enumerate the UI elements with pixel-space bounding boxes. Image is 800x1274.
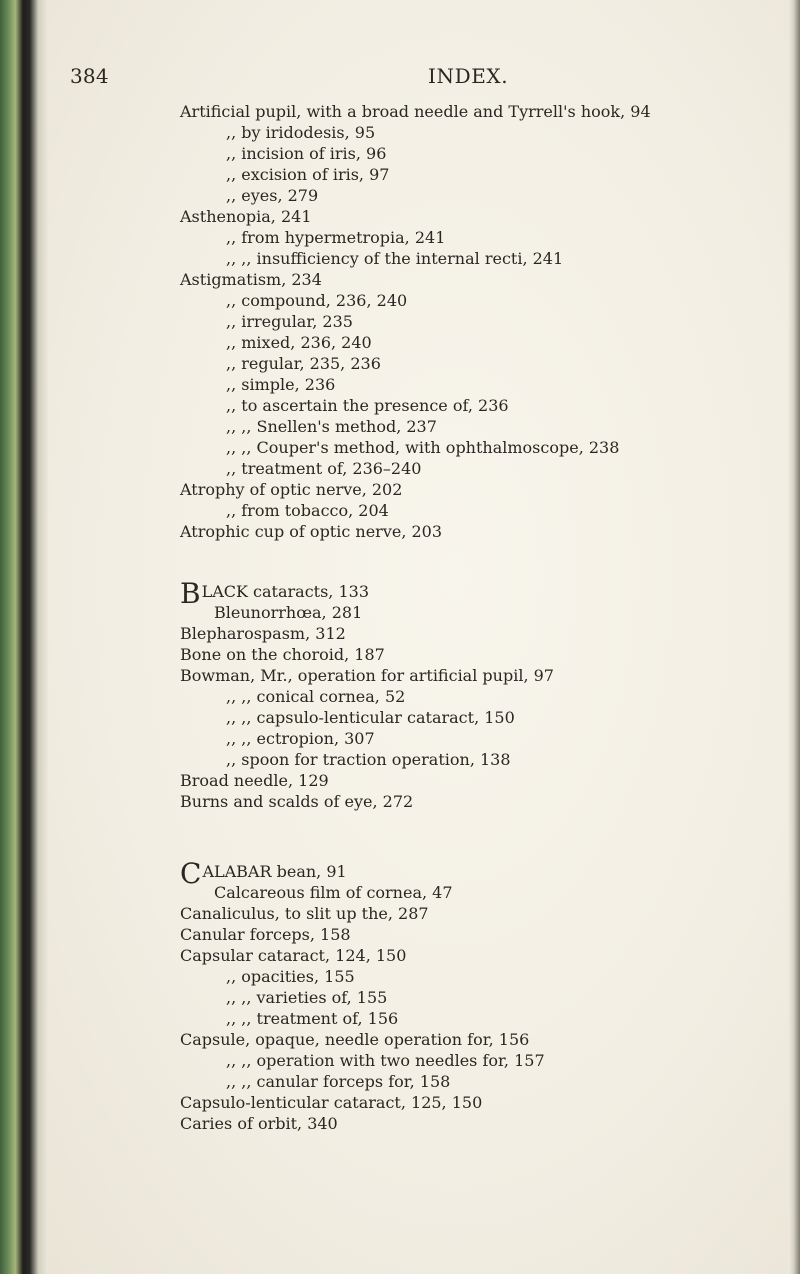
index-entry: Burns and scalds of eye, 272 (180, 792, 414, 811)
running-head: INDEX. (428, 64, 509, 88)
index-entry: ,, regular, 235, 236 (226, 354, 381, 373)
index-entry: ,, opacities, 155 (226, 967, 355, 986)
index-entry: ,, ,, treatment of, 156 (226, 1009, 399, 1028)
index-entry: ,, from tobacco, 204 (226, 501, 389, 520)
index-entry: ,, incision of iris, 96 (226, 144, 387, 163)
index-entry: ,, from hypermetropia, 241 (226, 228, 446, 247)
index-entry: ,, ,, capsulo-lenticular cataract, 150 (226, 708, 515, 727)
index-entry: ,, to ascertain the presence of, 236 (226, 396, 509, 415)
index-entry: Bone on the choroid, 187 (180, 645, 385, 664)
book-binding-left (0, 0, 48, 1274)
index-entry: ,, eyes, 279 (226, 186, 319, 205)
index-entry: Blepharospasm, 312 (180, 624, 346, 643)
index-entry: Bleunorrhœa, 281 (214, 603, 363, 622)
page-number: 384 (70, 64, 109, 88)
index-entry: CALABAR bean, 91 (180, 857, 347, 890)
index-entry: ,, compound, 236, 240 (226, 291, 408, 310)
index-entry: Bowman, Mr., operation for artificial pupil, 97 (180, 666, 554, 685)
index-entry: ,, mixed, 236, 240 (226, 333, 372, 352)
index-entry: Artificial pupil, with a broad needle and Tyrrell's hook, 94 (180, 102, 651, 121)
index-entry: ,, ,, operation with two needles for, 157 (226, 1051, 545, 1070)
index-entry: BLACK cataracts, 133 (180, 577, 370, 610)
index-entry: Capsulo-lenticular cataract, 125, 150 (180, 1093, 483, 1112)
index-entry: ,, by iridodesis, 95 (226, 123, 376, 142)
index-entry: Broad needle, 129 (180, 771, 329, 790)
index-entry: Capsule, opaque, needle operation for, 156 (180, 1030, 530, 1049)
index-entry: ,, excision of iris, 97 (226, 165, 390, 184)
index-entry: Astigmatism, 234 (180, 270, 322, 289)
index-entry: Calcareous film of cornea, 47 (214, 883, 453, 902)
index-entry: ,, simple, 236 (226, 375, 336, 394)
page-header (70, 64, 760, 94)
index-entry: ,, irregular, 235 (226, 312, 353, 331)
index-entry: Canular forceps, 158 (180, 925, 351, 944)
index-entry: ,, ,, conical cornea, 52 (226, 687, 406, 706)
book-binding-right (788, 0, 800, 1274)
index-entry: Caries of orbit, 340 (180, 1114, 338, 1133)
index-entry: ,, ,, canular forceps for, 158 (226, 1072, 451, 1091)
index-entry: ,, ,, Snellen's method, 237 (226, 417, 437, 436)
index-entry: ,, treatment of, 236–240 (226, 459, 422, 478)
index-entry: ,, ,, varieties of, 155 (226, 988, 388, 1007)
index-entry: ,, ,, ectropion, 307 (226, 729, 375, 748)
index-entry: Atrophic cup of optic nerve, 203 (180, 522, 443, 541)
index-entry: Capsular cataract, 124, 150 (180, 946, 407, 965)
index-entry: Atrophy of optic nerve, 202 (180, 480, 403, 499)
index-entry: Canaliculus, to slit up the, 287 (180, 904, 429, 923)
index-entry: ,, ,, insufficiency of the internal recti, 241 (226, 249, 564, 268)
index-entry: ,, ,, Couper's method, with ophthalmoscope, 238 (226, 438, 620, 457)
index-entry: Asthenopia, 241 (180, 207, 312, 226)
index-entry: ,, spoon for traction operation, 138 (226, 750, 511, 769)
